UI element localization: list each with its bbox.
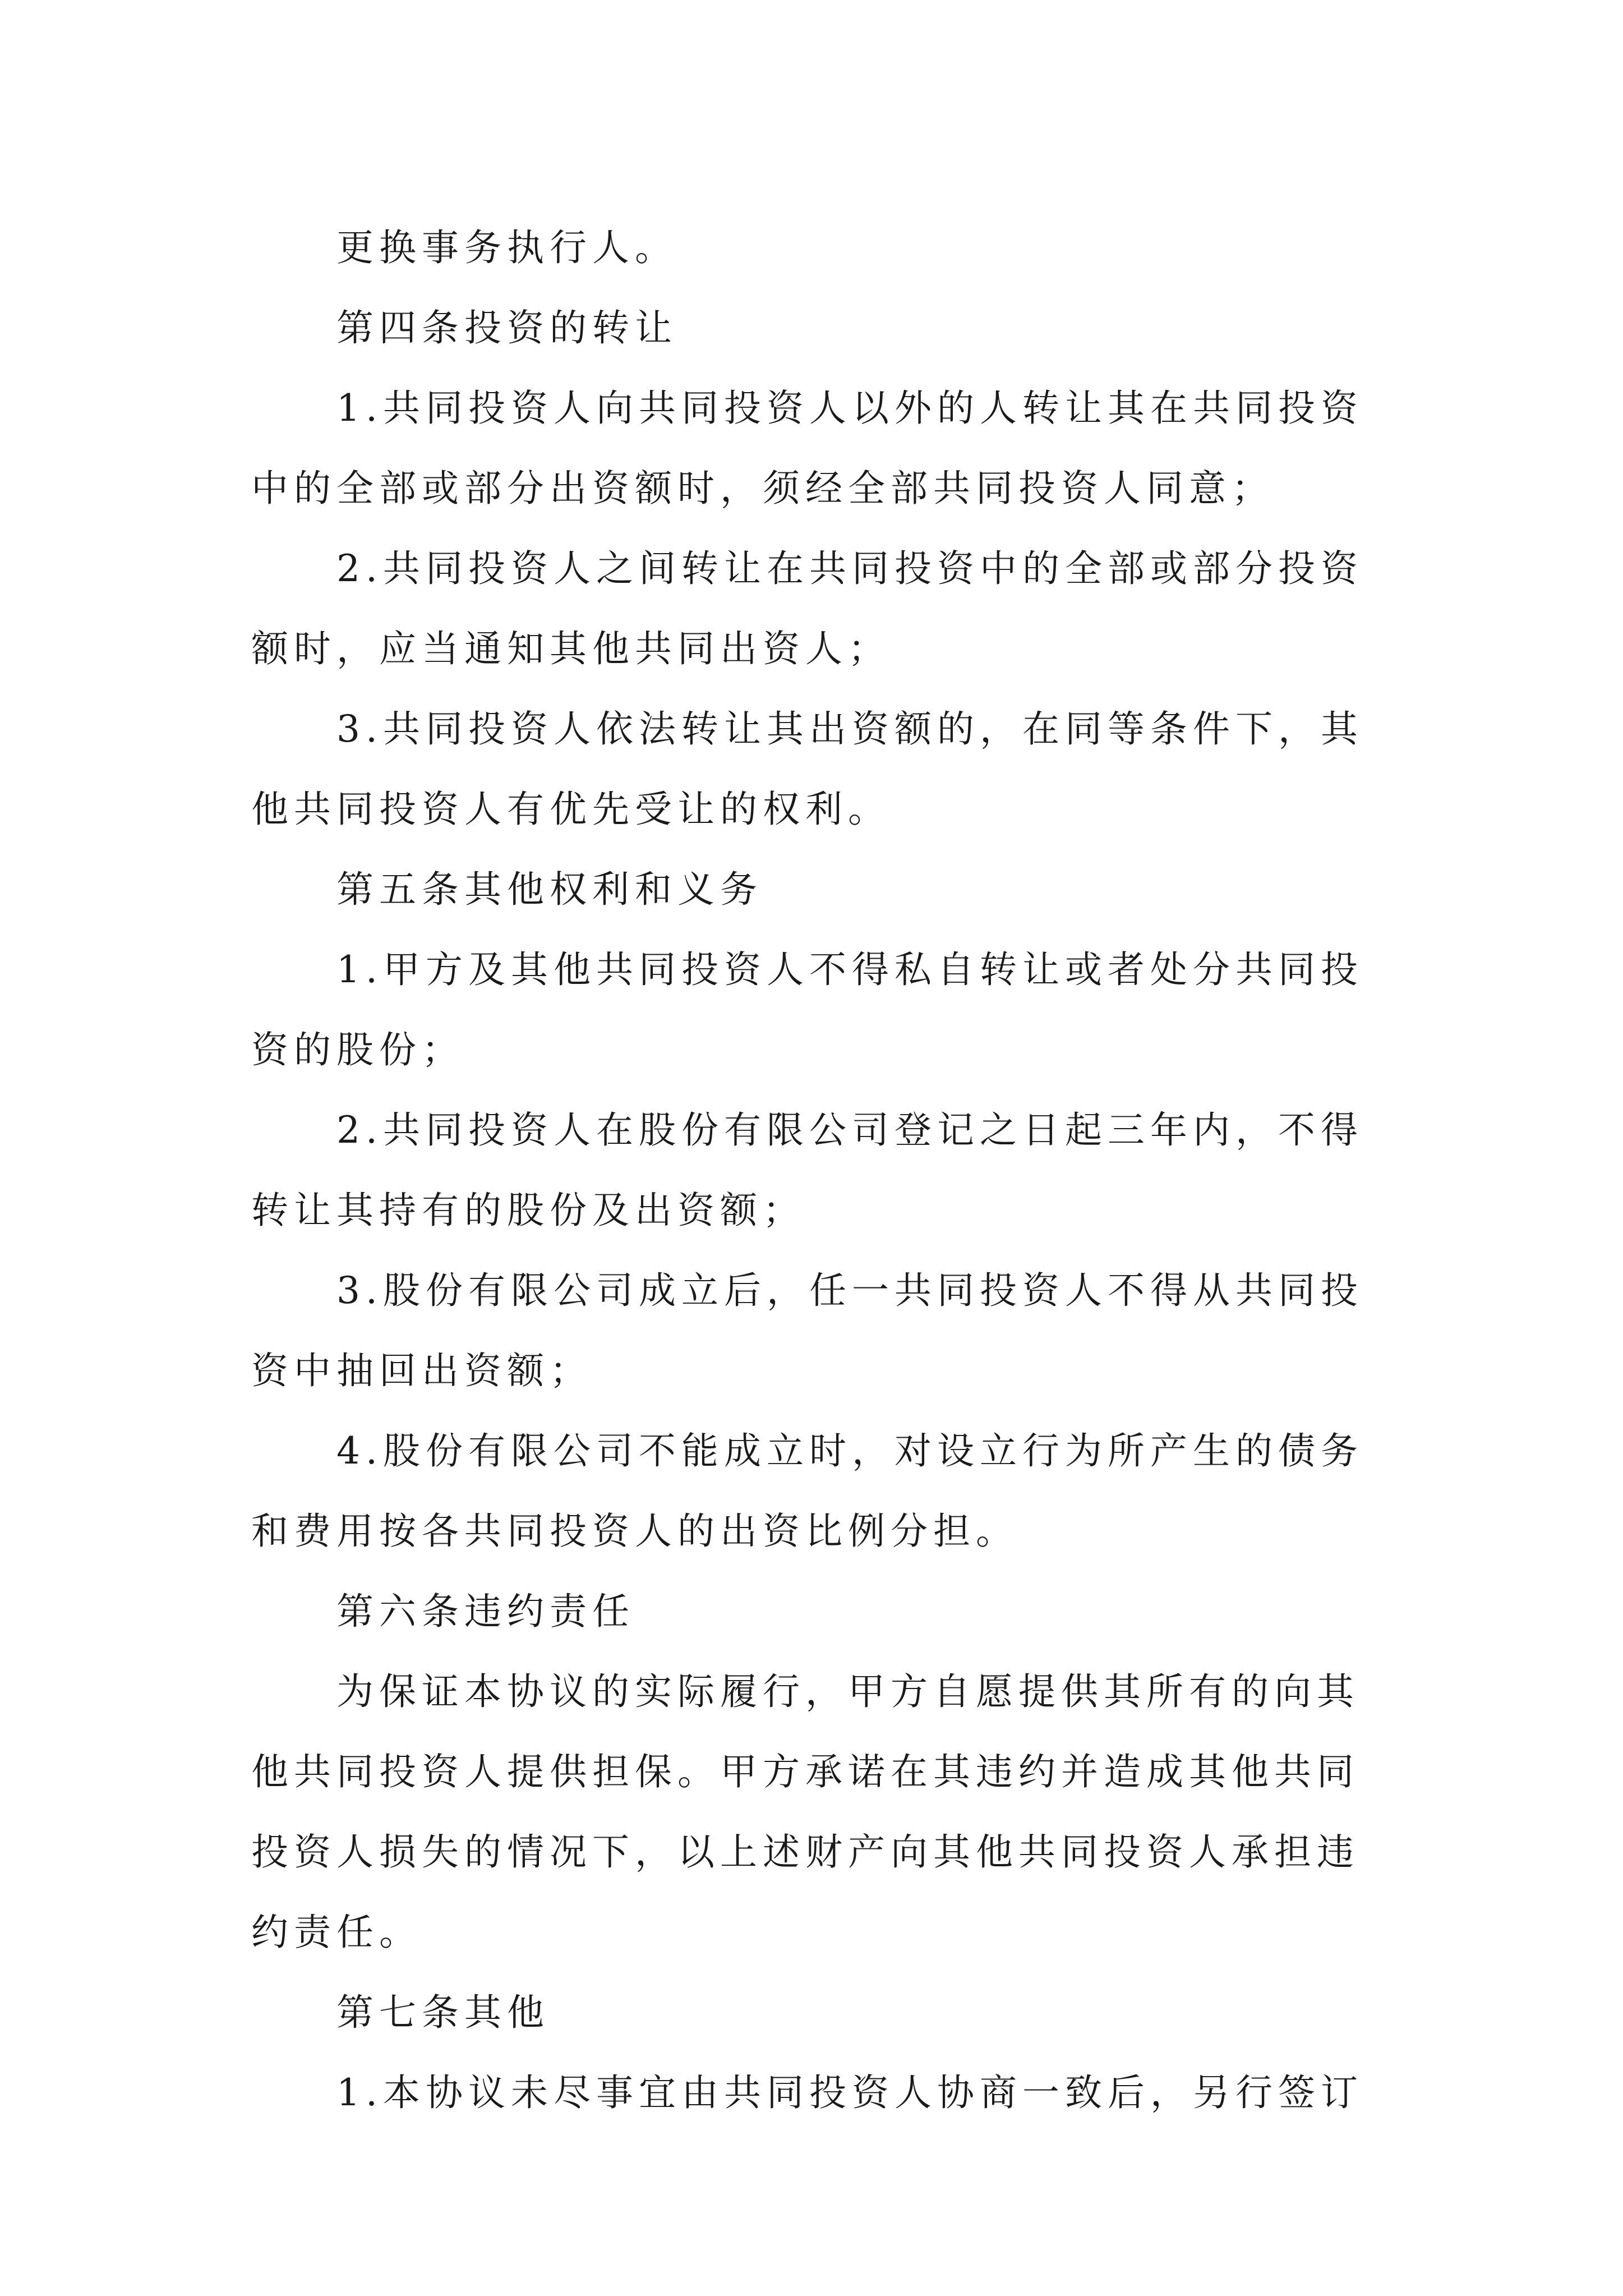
section-heading-article-4: 第四条投资的转让 xyxy=(336,306,677,349)
list-item: 3.共同投资人依法转让其出资额的，在同等条件下，其他共同投资人有优先受让的权利。 xyxy=(251,707,1363,831)
paragraph-continuation: 更换事务执行人。 xyxy=(336,226,677,269)
section-heading-article-7: 第七条其他 xyxy=(336,1991,550,2034)
list-item: 1.甲方及其他共同投资人不得私自转让或者处分共同投资的股份； xyxy=(251,948,1363,1071)
list-item: 1.本协议未尽事宜由共同投资人协商一致后，另行签订 xyxy=(336,2071,1363,2114)
section-heading-article-5: 第五条其他权利和义务 xyxy=(336,868,763,911)
paragraph: 为保证本协议的实际履行，甲方自愿提供其所有的向其他共同投资人提供担保。甲方承诺在其违约并造成其他共同投资人损失的情况下，以上述财产向其他共同投资人承担违约责任。 xyxy=(251,1670,1359,1954)
list-item: 1.共同投资人向共同投资人以外的人转让其在共同投资中的全部或部分出资额时，须经全部共同投资人同意； xyxy=(251,386,1363,510)
list-item: 3.股份有限公司成立后，任一共同投资人不得从共同投资中抽回出资额； xyxy=(251,1269,1363,1392)
document-body xyxy=(251,208,1390,2133)
section-heading-article-6: 第六条违约责任 xyxy=(336,1590,635,1633)
list-item: 4.股份有限公司不能成立时，对设立行为所产生的债务和费用按各共同投资人的出资比例分担。 xyxy=(251,1429,1363,1553)
list-item: 2.共同投资人之间转让在共同投资中的全部或部分投资额时，应当通知其他共同出资人； xyxy=(251,547,1363,670)
list-item: 2.共同投资人在股份有限公司登记之日起三年内，不得转让其持有的股份及出资额； xyxy=(251,1108,1363,1232)
